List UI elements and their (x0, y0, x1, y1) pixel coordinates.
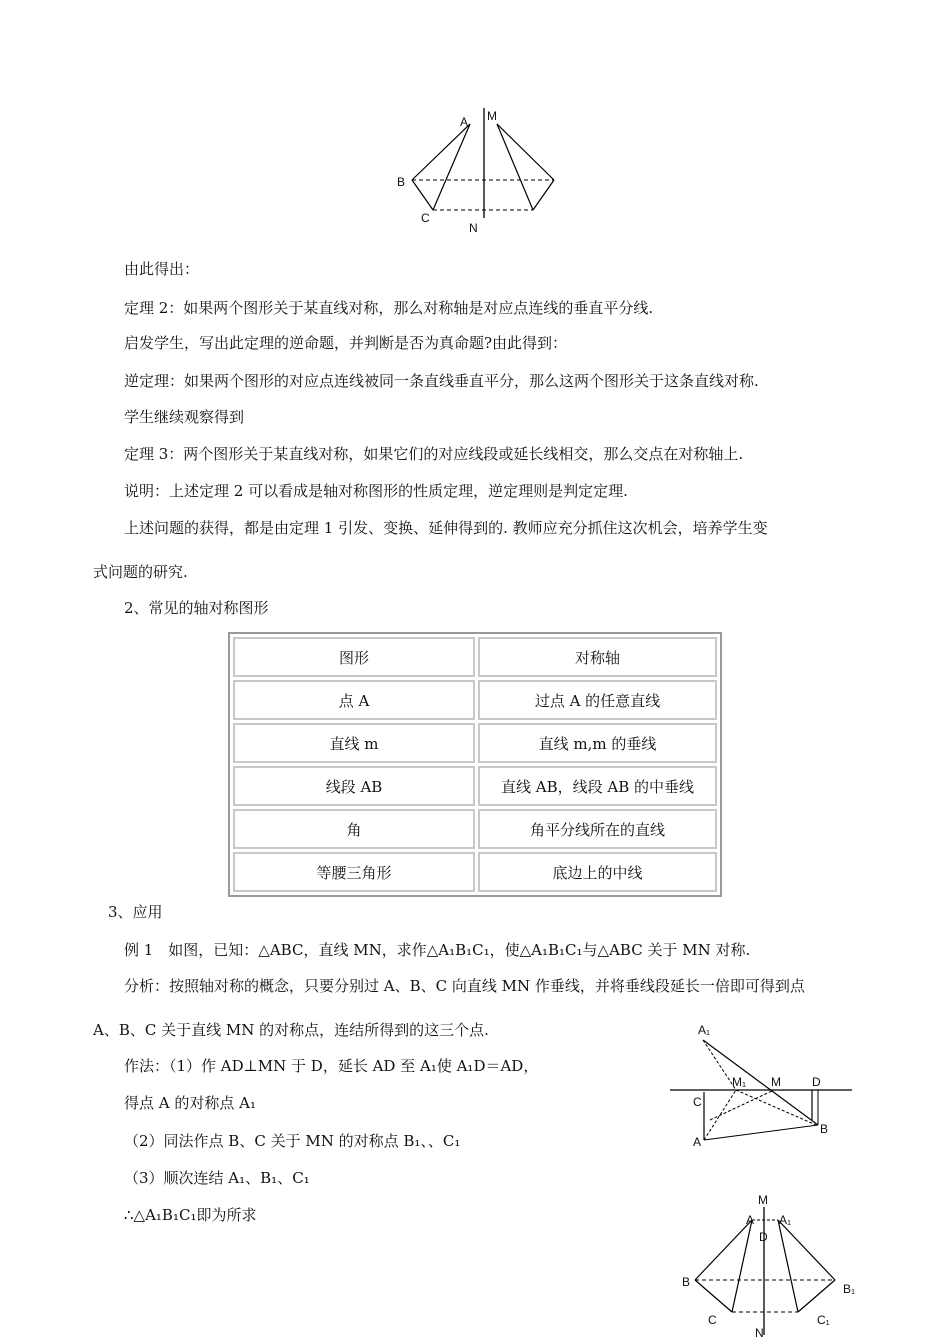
table-cell: 线段 AB (233, 766, 475, 806)
converse-theorem: 逆定理：如果两个图形的对应点连线被同一条直线垂直平分，那么这两个图形关于这条直线对称. (124, 372, 759, 390)
figure-symmetric-triangles (680, 1195, 875, 1339)
construction-step: （2）同法作点 B、C 关于 MN 的对称点 B₁、、C₁ (124, 1132, 461, 1150)
table-cell: 过点 A 的任意直线 (478, 680, 717, 720)
label-b1: B₁ (843, 1282, 856, 1296)
label-a1: A₁ (779, 1213, 792, 1227)
table-cell: 直线 m,m 的垂线 (478, 723, 717, 763)
label-c1: C₁ (817, 1313, 830, 1327)
table-row (233, 809, 717, 849)
label-c: C (708, 1313, 717, 1327)
paragraph: 上述问题的获得，都是由定理 1 引发、变换、延伸得到的. 教师应充分抓住这次机会，培养学生变 (124, 519, 768, 537)
conclusion: ∴△A₁B₁C₁即为所求 (124, 1206, 257, 1224)
label-n: N (469, 221, 478, 235)
table-header-row (233, 637, 717, 677)
label-b: B (682, 1275, 691, 1289)
table-header: 对称轴 (478, 637, 717, 677)
label-c: C (693, 1095, 702, 1109)
paragraph: 启发学生，写出此定理的逆命题，并判断是否为真命题?由此得到： (124, 334, 568, 352)
label-a: A (693, 1135, 702, 1149)
construction-step: 作法：（1）作 AD⊥MN 于 D，延长 AD 至 A₁使 A₁D＝AD， (124, 1057, 539, 1075)
table-cell: 直线 AB，线段 AB 的中垂线 (478, 766, 717, 806)
section-heading: 3、应用 (108, 903, 163, 921)
table-row (233, 680, 717, 720)
analysis: 分析：按照轴对称的概念，只要分别过 A、B、C 向直线 MN 作垂线，并将垂线段延长一倍即可得到点 (124, 977, 805, 995)
theorem-3: 定理 3：两个图形关于某直线对称，如果它们的对应线段或延长线相交，那么交点在对称轴上. (124, 445, 744, 463)
label-n: N (755, 1326, 764, 1340)
label-a: A (746, 1213, 755, 1227)
label-b: B (820, 1122, 829, 1136)
table-cell: 点 A (233, 680, 475, 720)
table-cell: 角平分线所在的直线 (478, 809, 717, 849)
label-a: A (460, 115, 469, 129)
construction-step: （3）顺次连结 A₁、B₁、C₁ (124, 1169, 310, 1187)
label-c: C (421, 211, 430, 225)
paragraph: 说明：上述定理 2 可以看成是轴对称图形的性质定理，逆定理则是判定定理. (124, 482, 628, 500)
symmetry-table (228, 632, 722, 897)
figure-symmetric-pentagon (390, 100, 570, 240)
label-d: D (812, 1075, 821, 1089)
analysis: A、B、C 关于直线 MN 的对称点，连结所得到的这三个点. (93, 1021, 489, 1039)
table-cell: 角 (233, 809, 475, 849)
label-b: B (397, 175, 406, 189)
table-row (233, 852, 717, 892)
section-heading: 2、常见的轴对称图形 (124, 599, 269, 617)
paragraph: 由此得出： (124, 260, 200, 278)
label-m: M (758, 1193, 768, 1207)
paragraph: 式问题的研究. (93, 563, 188, 581)
construction-step: 得点 A 的对称点 A₁ (124, 1094, 256, 1112)
table-row (233, 766, 717, 806)
label-a1: A₁ (698, 1023, 711, 1037)
label-m1: M₁ (732, 1075, 747, 1089)
table-row (233, 723, 717, 763)
paragraph: 学生继续观察得到 (124, 408, 245, 426)
example-1: 例 1 如图，已知：△ABC，直线 MN，求作△A₁B₁C₁，使△A₁B₁C₁与△ABC 关于 MN 对称. (124, 941, 751, 959)
label-m: M (771, 1075, 781, 1089)
table-header: 图形 (233, 637, 475, 677)
theorem-2: 定理 2：如果两个图形关于某直线对称，那么对称轴是对应点连线的垂直平分线. (124, 299, 654, 317)
figure-reflection-point (668, 1020, 858, 1155)
table-cell: 直线 m (233, 723, 475, 763)
label-d: D (759, 1230, 768, 1244)
label-m: M (487, 109, 497, 123)
table-cell: 等腰三角形 (233, 852, 475, 892)
table-cell: 底边上的中线 (478, 852, 717, 892)
